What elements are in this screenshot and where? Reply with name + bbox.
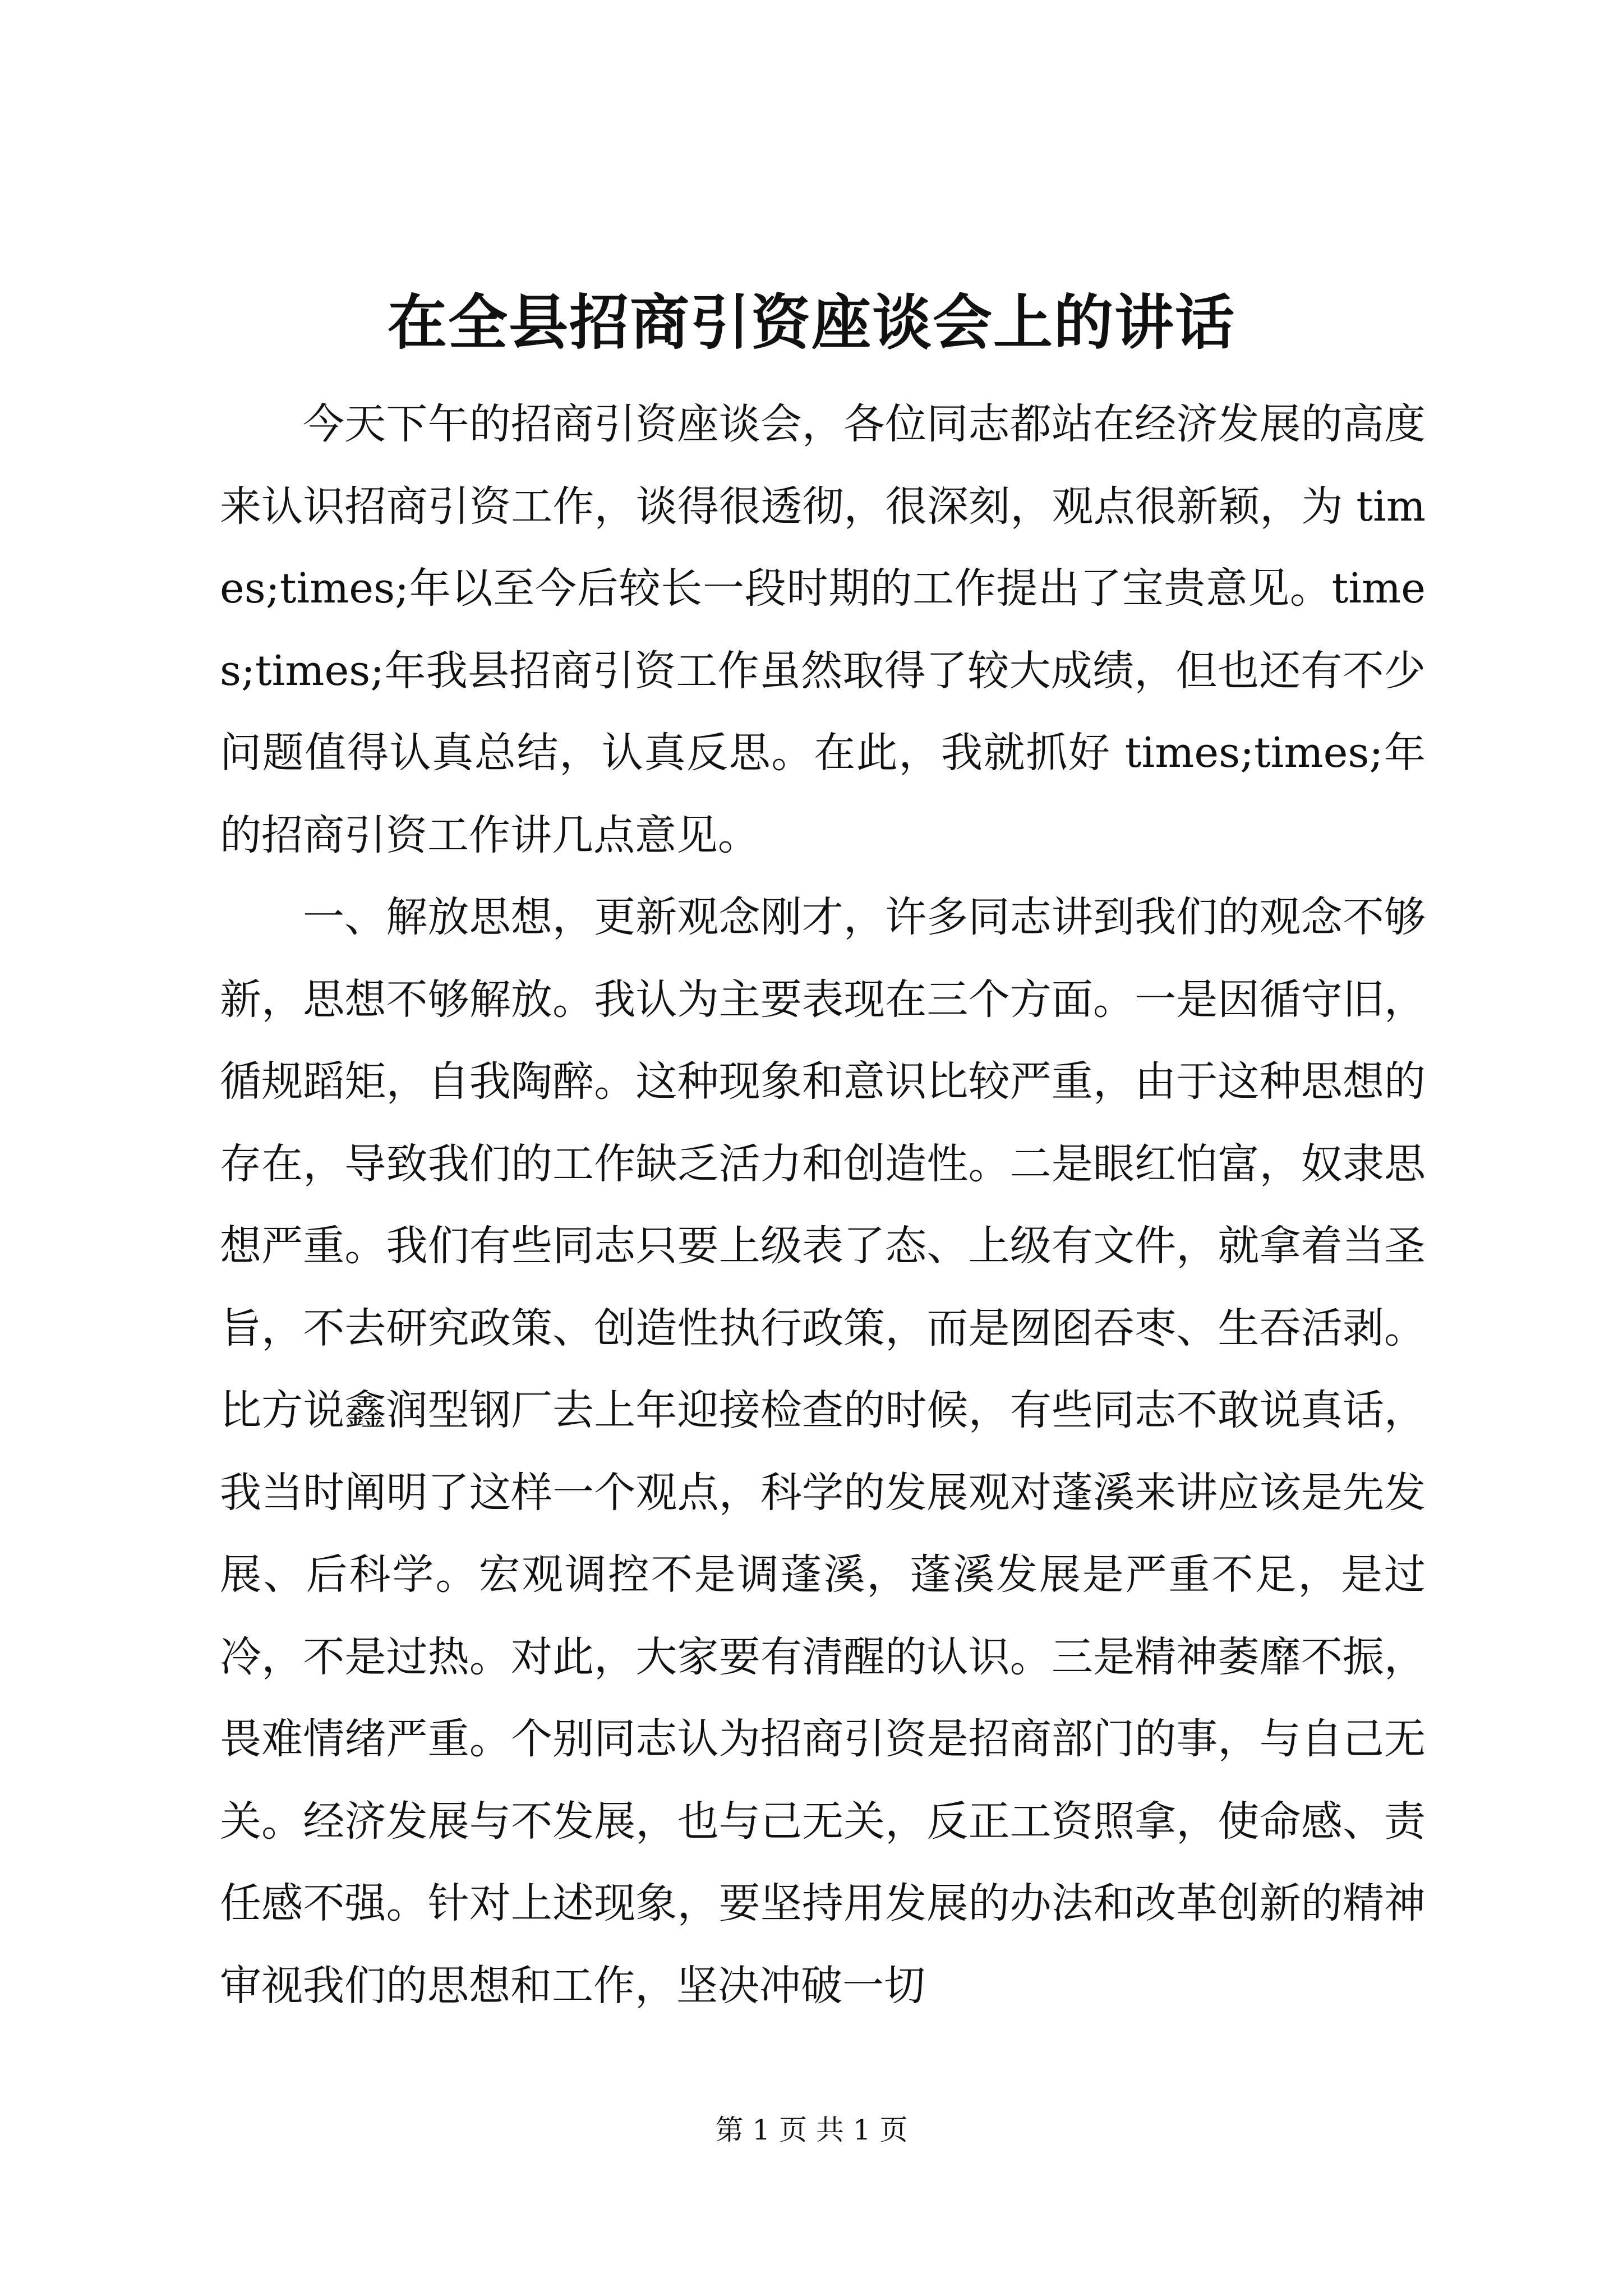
document-body [220, 383, 1426, 2027]
page-footer: 第 1 页 共 1 页 [715, 2114, 908, 2146]
document-title: 在全县招商引资座谈会上的讲话 [388, 287, 1235, 357]
paragraph-section-one: 一、解放思想，更新观念刚才，许多同志讲到我们的观念不够新，思想不够解放。我认为主要表现在三个方面。一是因循守旧，循规蹈矩，自我陶醉。这种现象和意识比较严重，由于这种思想的存在，导致我们的工作缺乏活力和创造性。二是眼红怕富，奴隶思想严重。我们有些同志只要上级表了态、上级有文件，就拿着当圣旨，不去研究政策、创造性执行政策，而是囫囵吞枣、生吞活剥。比方说鑫润型钢厂去上年迎接检查的时候，有些同志不敢说真话，我当时阐明了这样一个观点，科学的发展观对蓬溪来讲应该是先发展、后科学。宏观调控不是调蓬溪，蓬溪发展是严重不足，是过冷，不是过热。对此，大家要有清醒的认识。三是精神萎靡不振，畏难情绪严重。个别同志认为招商引资是招商部门的事，与自己无关。经济发展与不发展，也与己无关，反正工资照拿，使命感、责任感不强。针对上述现象，要坚持用发展的办法和改革创新的精神审视我们的思想和工作，坚决冲破一切 [220, 893, 1426, 2010]
paragraph-intro: 今天下午的招商引资座谈会，各位同志都站在经济发展的高度来认识招商引资工作，谈得很透彻，很深刻，观点很新颖，为 times;times;年以至今后较长一段时期的工作提出了宝贵意见。times;times;年我县招商引资工作虽然取得了较大成绩，但也还有不少问题值得认真总结，认真反思。在此，我就抓好 times;times;年的招商引资工作讲几点意见。 [220, 400, 1426, 859]
